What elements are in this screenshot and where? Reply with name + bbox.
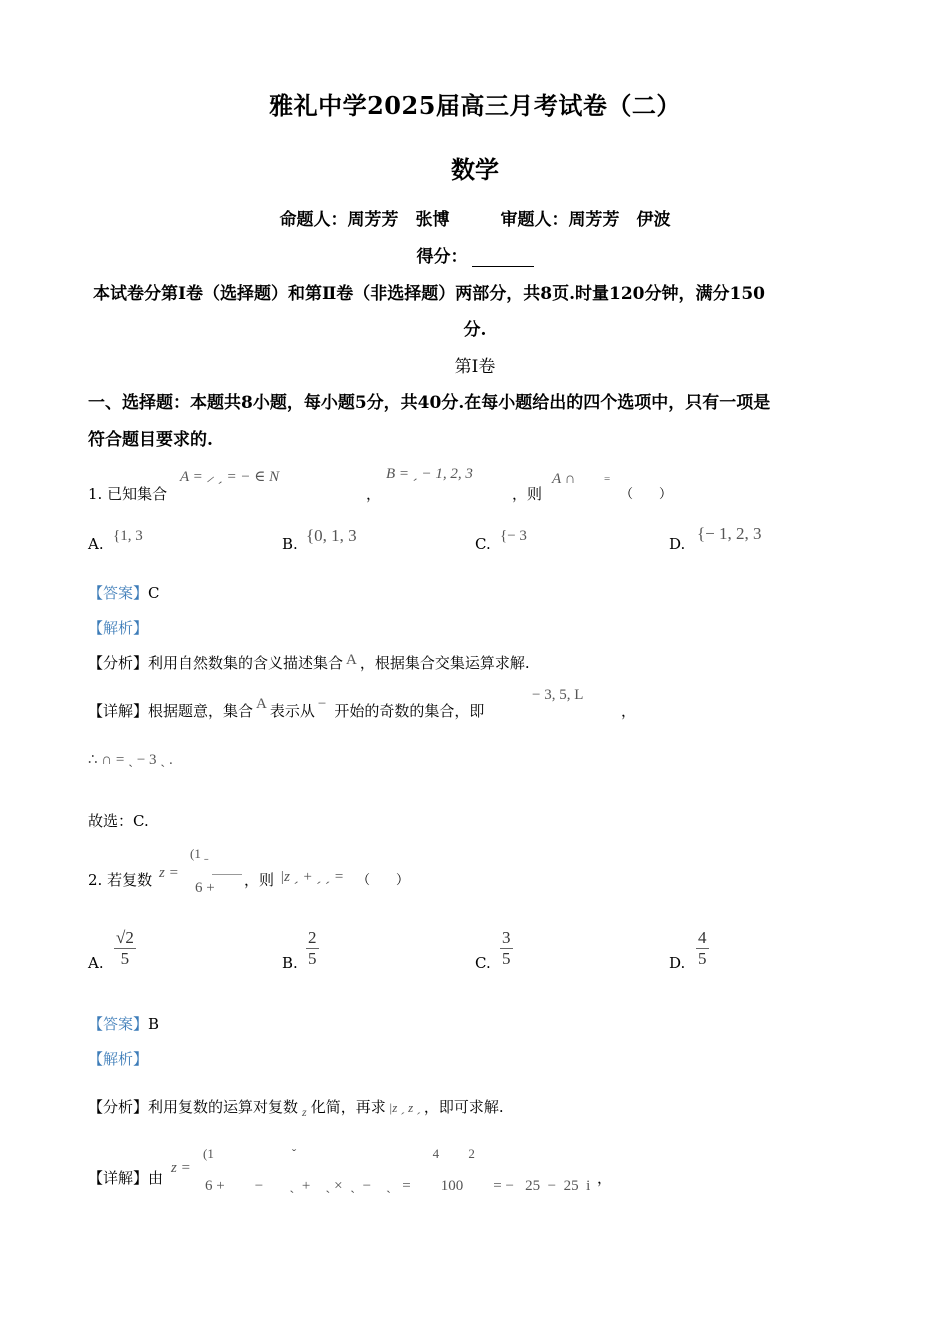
option-a[interactable] — [88, 954, 104, 972]
option-b-value: {0, 1, 3 — [306, 526, 357, 545]
question-1-stem — [88, 483, 167, 504]
question-then: ，则 — [244, 871, 275, 889]
answer-paren: （ ） — [620, 487, 673, 502]
answer-value: B — [148, 1015, 160, 1033]
comma: ， — [366, 485, 382, 503]
exam-instructions-cont: 分. — [463, 320, 487, 340]
exam-title: 雅礼中学2025届高三月考试卷（二） — [269, 91, 681, 120]
option-c[interactable] — [475, 954, 491, 972]
set-b-formula: B = ˏ − 1, 2, 3 — [386, 466, 473, 482]
abs-formula: |z ˏ + ˏ ˏ = — [280, 869, 344, 885]
conclusion: 故选：C. — [88, 812, 149, 830]
question-number: 2. — [88, 871, 103, 889]
xiangjie-text-3: 开始的奇数的集合，即 — [334, 702, 485, 720]
answer-tag: 【答案】 — [88, 1015, 149, 1033]
fraction-num: 4 — [698, 928, 707, 947]
fenxi-text: 利用复数的运算对复数 — [148, 1098, 299, 1116]
option-c-value — [500, 928, 513, 968]
answer-paren: （ ） — [357, 873, 410, 888]
option-a-value: {1, 3 — [113, 528, 143, 544]
z-equals: z = — [159, 865, 179, 881]
z-equals: z = — [171, 1160, 191, 1176]
fenxi-text-2: 化简，再求 — [310, 1098, 386, 1116]
fraction-num: √2 — [116, 928, 134, 947]
xiangjie-line — [88, 1167, 163, 1188]
fenxi-tag: 【分析】 — [88, 1098, 149, 1116]
option-label: D. — [669, 954, 686, 972]
score-label: 得分： — [416, 247, 468, 267]
option-d-value: {− 1, 2, 3 — [697, 524, 762, 543]
comma: ， — [621, 702, 637, 720]
question-2-stem — [88, 869, 152, 890]
option-label: B. — [282, 954, 298, 972]
fraction-denominator: 6 + — [195, 880, 215, 896]
equals-sign: = — [604, 473, 611, 485]
fenxi-line — [88, 1096, 504, 1117]
option-label: D. — [669, 535, 686, 553]
xiangjie-tag: 【详解】 — [88, 702, 149, 720]
fraction-numerator: (1 ˍ — [190, 846, 209, 861]
fenxi-line — [88, 652, 530, 673]
comma: ， — [597, 1169, 613, 1187]
answer-line — [88, 1013, 159, 1034]
analysis-tag: 【解析】 — [88, 1050, 149, 1068]
fenxi-math-abs: |z ˏ z ˏ — [388, 1100, 421, 1115]
set-a-formula: A = ⸝ ˏ = − ∈ N — [180, 469, 280, 485]
derivation-bottom: 6 + − ˏ + ˏ × ˏ − ˏ = 100 = − 25 − 25 i — [205, 1178, 591, 1194]
fenxi-math: A — [346, 652, 357, 668]
option-label: A. — [88, 535, 104, 553]
fenxi-text: 利用自然数集的含义描述集合 — [148, 654, 344, 672]
option-a-value — [114, 928, 136, 968]
fenxi-math-z: z — [302, 1105, 307, 1119]
odd-set-formula: − 3, 5, L — [532, 687, 584, 703]
answer-line — [88, 582, 160, 603]
option-d-value — [696, 928, 709, 968]
xiangjie-text: 由 — [148, 1169, 164, 1187]
option-label: C. — [475, 535, 491, 553]
fraction-den: 5 — [698, 948, 707, 968]
question-number: 1. — [88, 485, 103, 503]
fenxi-tag: 【分析】 — [88, 654, 149, 672]
question-text: 已知集合 — [107, 485, 168, 503]
fraction-bar — [212, 874, 242, 875]
fraction-num: 3 — [502, 928, 511, 947]
option-label: C. — [475, 954, 491, 972]
score-blank — [472, 250, 534, 267]
section-heading: 一、选择题：本题共8小题，每小题5分，共40分.在每小题给出的四个选项中，只有一项是 — [88, 393, 771, 413]
xiangjie-math-b: − — [317, 696, 327, 712]
option-a[interactable] — [88, 535, 104, 553]
derivation-top: (1 ˇ 4 2 — [203, 1146, 475, 1161]
option-c[interactable] — [475, 535, 491, 553]
analysis-tag: 【解析】 — [88, 619, 149, 637]
question-text: 若复数 — [107, 871, 153, 889]
option-b-value — [306, 928, 319, 968]
fraction-num: 2 — [308, 928, 317, 947]
xiangjie-text-2: 表示从 — [269, 702, 315, 720]
xiangjie-math-a: A — [256, 696, 267, 712]
authors-line: 命题人：周芳芳 张博 审题人：周芳芳 伊波 — [279, 210, 671, 230]
exam-instructions: 本试卷分第Ⅰ卷（选择题）和第Ⅱ卷（非选择题）两部分，共8页.时量120分钟，满分150 — [93, 284, 765, 304]
therefore-formula: ∴ ∩ = ˏ − 3 ˏ . — [88, 752, 173, 768]
option-b[interactable] — [282, 535, 298, 553]
subject-title: 数学 — [451, 155, 499, 184]
xiangjie-text: 根据题意，集合 — [148, 702, 254, 720]
option-d[interactable] — [669, 535, 685, 553]
fraction-den: 5 — [308, 948, 317, 968]
option-c-value: {− 3 — [500, 528, 527, 544]
intersection-formula: A ∩ — [552, 471, 576, 487]
question-then: ，则 — [512, 485, 543, 503]
option-b[interactable] — [282, 954, 298, 972]
score-line — [0, 242, 950, 267]
volume-heading: 第Ⅰ卷 — [454, 357, 496, 377]
xiangjie-tag: 【详解】 — [88, 1169, 149, 1187]
xiangjie-line — [88, 696, 485, 721]
section-heading-cont: 符合题目要求的. — [88, 430, 213, 450]
fraction-den: 5 — [502, 948, 511, 968]
answer-tag: 【答案】 — [88, 584, 149, 602]
fraction-den: 5 — [120, 948, 130, 968]
fenxi-text-2: ，根据集合交集运算求解. — [359, 654, 530, 672]
fenxi-text-3: ，即可求解. — [423, 1098, 504, 1116]
option-d[interactable] — [669, 954, 685, 972]
option-label: A. — [88, 954, 104, 972]
answer-value: C — [148, 584, 160, 602]
option-label: B. — [282, 535, 298, 553]
